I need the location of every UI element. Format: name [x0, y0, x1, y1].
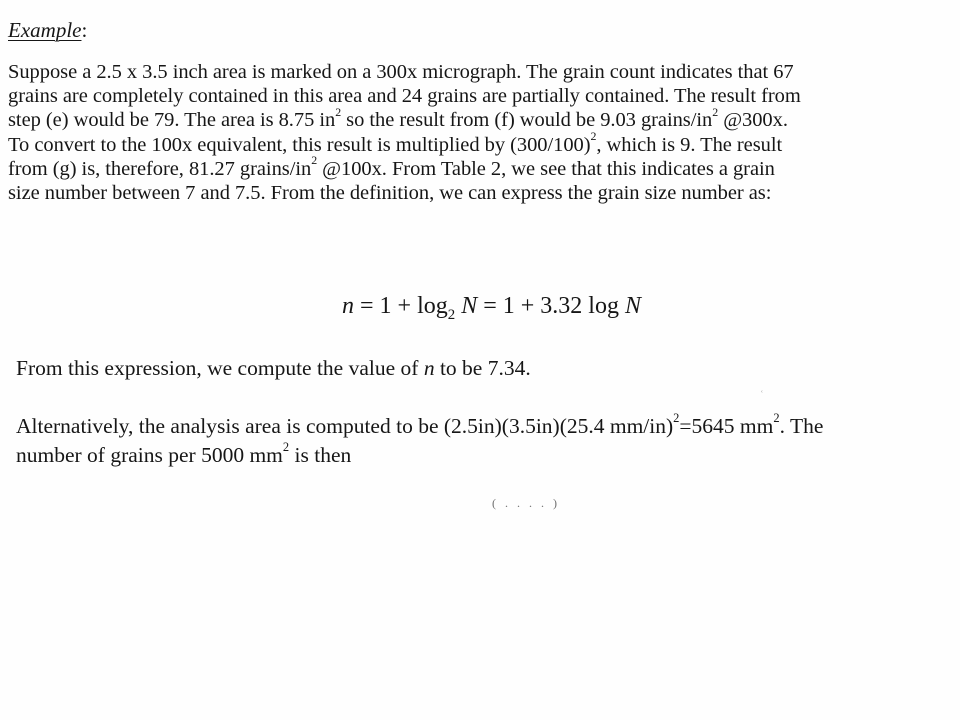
log-base: 2 — [447, 306, 456, 323]
superscript: 2 — [335, 104, 342, 119]
scan-speck: ʿ — [760, 389, 764, 401]
equation-part: = 1 + 3.32 log — [477, 293, 625, 319]
cut-off-equation-fragment: ( . . . . ) — [492, 496, 560, 510]
paragraph-line — [8, 60, 953, 84]
line-text: Suppose a 2.5 x 3.5 inch area is marked on a 300x micrograph. The grain count indicates that 67 — [8, 61, 794, 83]
variable-n: n — [423, 356, 435, 380]
example-paragraph — [8, 60, 953, 205]
line-text: , which is 9. The result — [596, 133, 783, 156]
line-text: To convert to the 100x equivalent, this result is multiplied by (300/100) — [8, 133, 591, 156]
line-text: =5645 mm — [679, 414, 774, 438]
line-text: grains are completely contained in this area and 24 grains are partially contained. The result from — [8, 85, 801, 108]
example-heading — [8, 16, 87, 44]
superscript: 2 — [590, 128, 597, 143]
line-text: step (e) would be 79. The area is 8.75 in — [8, 109, 336, 132]
line-text: to be 7.34. — [434, 356, 531, 380]
result-paragraph — [16, 354, 531, 382]
line-text: number of grains per 5000 mm — [16, 443, 283, 467]
paragraph-line — [8, 153, 953, 181]
line-text: is then — [289, 443, 352, 467]
heading-colon: : — [81, 18, 88, 42]
superscript: 2 — [673, 410, 680, 425]
paragraph-line — [8, 104, 953, 132]
line-text: From this expression, we compute the value of — [16, 356, 424, 380]
equation-var-n: n — [342, 293, 354, 319]
paragraph-line — [16, 441, 823, 470]
line-text: from (g) is, therefore, 81.27 grains/in — [8, 157, 312, 180]
line-text: @100x. From Table 2, we see that this indicates a grain — [317, 157, 775, 180]
alternative-paragraph — [16, 412, 823, 470]
line-text: size number between 7 and 7.5. From the definition, we can express the grain size number as: — [8, 182, 772, 205]
paragraph-line — [16, 412, 823, 441]
equation-part: = 1 + log — [354, 293, 448, 319]
paragraph-line — [8, 181, 953, 205]
superscript: 2 — [712, 104, 719, 119]
paragraph-line — [8, 84, 953, 108]
superscript: 2 — [282, 439, 290, 454]
line-text: . The — [779, 414, 824, 438]
grain-size-equation — [342, 290, 641, 322]
paragraph-line — [8, 128, 953, 157]
line-text: so the result from (f) would be 9.03 grains/in — [341, 109, 713, 132]
heading-text: Example — [8, 18, 82, 42]
equation-var-N: N — [461, 293, 478, 319]
line-text: Alternatively, the analysis area is computed to be (2.5in)(3.5in)(25.4 mm/in) — [16, 414, 674, 438]
equation-var-N: N — [624, 293, 641, 319]
superscript: 2 — [311, 153, 318, 168]
superscript: 2 — [773, 410, 780, 425]
line-text: @300x. — [718, 109, 788, 132]
